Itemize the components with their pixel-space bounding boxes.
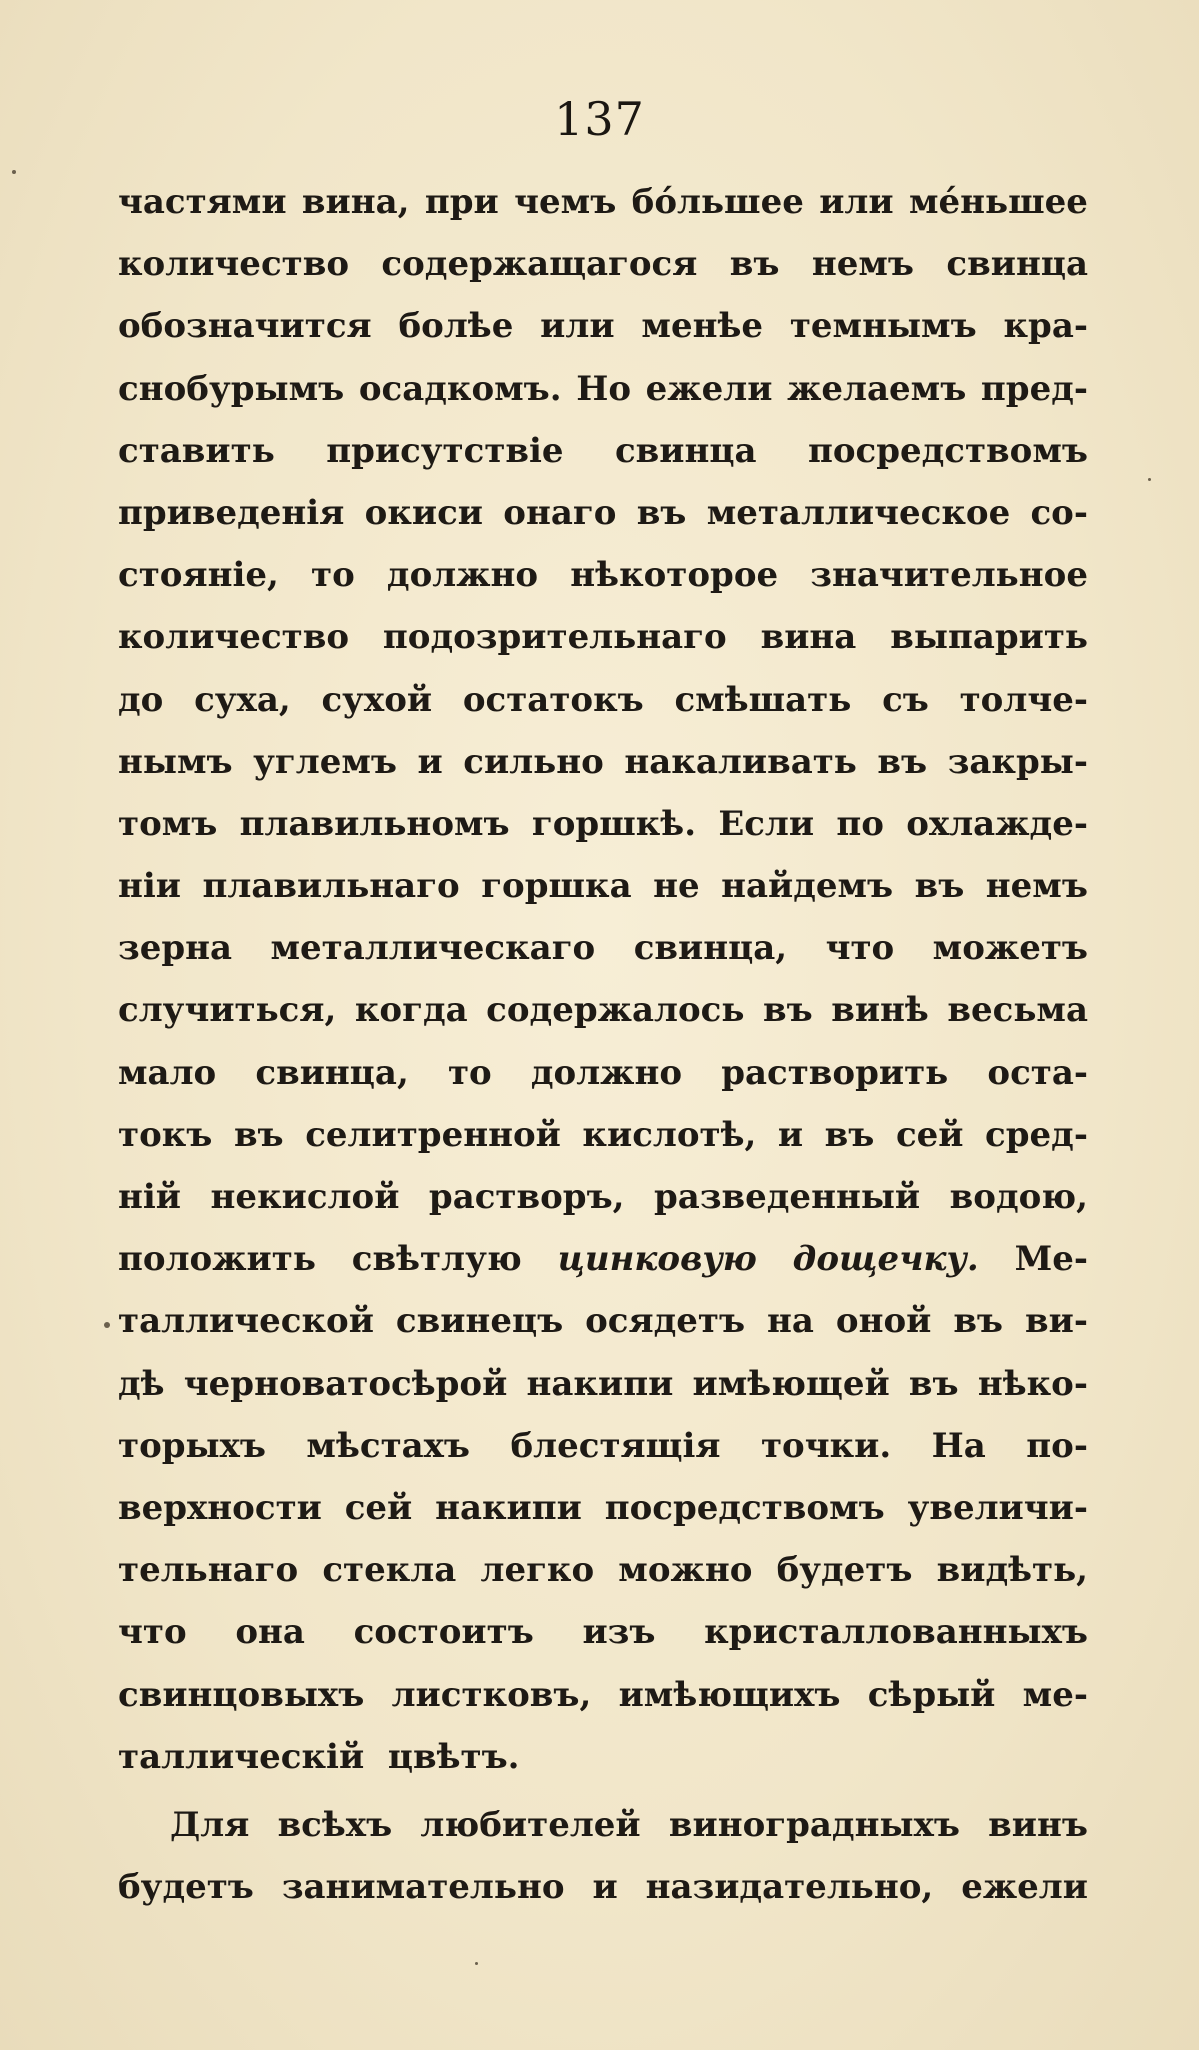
text-line [118, 1550, 1088, 1612]
word: весьма [947, 990, 1088, 1031]
word: горшкѣ. [531, 803, 697, 844]
word: торыхъ [118, 1425, 266, 1466]
word: можетъ [932, 928, 1088, 969]
word: содержалось [486, 990, 745, 1031]
word: будетъ [118, 1867, 254, 1908]
word: винѣ [831, 990, 929, 1031]
word: черноватосѣрой [183, 1363, 508, 1404]
word: чемъ [514, 182, 617, 222]
word: мало [118, 1052, 217, 1093]
word: имѣющихъ [618, 1674, 841, 1715]
word: суха, [194, 679, 291, 720]
word: при [424, 182, 499, 222]
word: желаемъ [787, 368, 967, 409]
word: содержащагося [381, 244, 698, 285]
text-line [118, 369, 1088, 431]
word: ніи [118, 866, 182, 907]
word: болѣе [398, 306, 514, 347]
text-line [118, 244, 1088, 306]
word: зерна [118, 928, 233, 969]
word: по [836, 803, 884, 844]
word: въ [729, 244, 780, 285]
word: то [311, 555, 355, 596]
word: цинковую [557, 1239, 757, 1280]
word: по- [1026, 1425, 1088, 1466]
word: вина [760, 617, 857, 658]
word: бо́льшее [631, 182, 804, 222]
body-text [118, 182, 1088, 1929]
word: горшка [481, 866, 632, 907]
word: цвѣтъ. [387, 1736, 520, 1777]
word: Для [170, 1804, 250, 1845]
text-line [118, 1239, 1088, 1301]
word: свинецъ [395, 1301, 564, 1342]
word: остатокъ [462, 679, 644, 720]
word: когда [354, 990, 468, 1031]
word: можно [618, 1550, 753, 1591]
word: толче- [959, 679, 1088, 720]
word: свинца [614, 430, 757, 471]
word: ній [118, 1177, 182, 1217]
word: ме́ньшее [909, 182, 1088, 222]
word: или [819, 182, 894, 222]
word: нымъ [118, 741, 233, 782]
word: что [118, 1612, 187, 1653]
word: приведенія [118, 492, 345, 533]
word: томъ [118, 803, 218, 844]
word: въ [636, 492, 687, 533]
page-number: 137 [554, 92, 645, 146]
word: съ [882, 679, 929, 720]
word: накипи [435, 1487, 582, 1528]
word: точки. [760, 1425, 892, 1466]
word: количество [118, 244, 350, 285]
word: сухой [321, 679, 433, 720]
text-line [118, 1488, 1088, 1550]
word: занимательно [281, 1867, 565, 1908]
word: селитренной [305, 1114, 561, 1155]
word: количество [118, 617, 350, 658]
word: оста- [987, 1052, 1088, 1093]
word: менѣе [641, 306, 764, 347]
word: посредствомъ [807, 430, 1088, 471]
word: мѣстахъ [306, 1425, 471, 1466]
paper-speck [475, 1962, 478, 1965]
word: случиться, [118, 990, 337, 1031]
word: въ [824, 1114, 875, 1155]
word: въ [908, 1363, 959, 1404]
word: таллическій [118, 1736, 365, 1777]
word: ежели [961, 1867, 1088, 1908]
word: любителей [420, 1804, 641, 1845]
text-line [118, 493, 1088, 555]
text-line [118, 1867, 1088, 1929]
paper-speck [1148, 478, 1151, 481]
word: немъ [985, 866, 1088, 907]
word: На [931, 1425, 986, 1466]
word: и [417, 741, 443, 782]
word: сред- [985, 1114, 1088, 1155]
word: оной [835, 1301, 932, 1342]
word: нѣкоторое [570, 555, 779, 596]
word: положить [118, 1239, 316, 1280]
word: вина, [301, 182, 410, 222]
word: плавильномъ [239, 803, 510, 844]
word: тельнаго [118, 1550, 299, 1591]
text-line [118, 1805, 1088, 1867]
text-line [118, 1675, 1088, 1737]
word: разведенный [654, 1177, 921, 1217]
word: свинца, [633, 928, 788, 969]
word: Но [576, 368, 632, 409]
text-line [118, 866, 1088, 928]
word: виноградныхъ [668, 1804, 960, 1845]
word: немъ [811, 244, 915, 285]
word: пред- [980, 368, 1088, 409]
word: ви- [1024, 1301, 1088, 1342]
word: свѣтлую [351, 1239, 522, 1280]
word: свинцовыхъ [118, 1674, 365, 1715]
word: увеличи- [907, 1487, 1088, 1528]
word: винъ [988, 1804, 1088, 1845]
word: и [592, 1867, 618, 1908]
word: видѣть, [936, 1550, 1088, 1591]
text-line [118, 1426, 1088, 1488]
word: окиси [364, 492, 484, 533]
text-line [118, 1301, 1088, 1363]
word: накаливать [624, 741, 857, 782]
word: темнымъ [789, 306, 977, 347]
word: значительное [810, 555, 1088, 596]
word: дощечку. [792, 1239, 979, 1280]
word: блестящія [510, 1425, 721, 1466]
word: въ [762, 990, 813, 1031]
word: листковъ, [391, 1674, 592, 1715]
text-line [118, 431, 1088, 493]
text-line [118, 1364, 1088, 1426]
text-line [118, 1115, 1088, 1177]
word: будетъ [776, 1550, 913, 1591]
word: дѣ [118, 1363, 165, 1404]
text-line [118, 555, 1088, 617]
text-line [118, 804, 1088, 866]
word: сей [895, 1114, 964, 1155]
word: до [118, 679, 164, 720]
word: имѣющей [692, 1363, 890, 1404]
word: охлажде- [906, 803, 1088, 844]
word: верхности [118, 1487, 322, 1528]
word: кра- [1003, 306, 1088, 347]
word: должно [386, 555, 539, 596]
word-space [364, 1737, 388, 1777]
word: назидательно, [645, 1867, 934, 1908]
text-line [118, 680, 1088, 742]
word: смѣшать [674, 679, 852, 720]
word: металлическаго [270, 928, 596, 969]
word: посредствомъ [604, 1487, 885, 1528]
word: что [825, 928, 895, 969]
word: снобурымъ [118, 368, 345, 409]
text-line [118, 928, 1088, 990]
word: найдемъ [721, 866, 894, 907]
word: некислой [210, 1177, 400, 1217]
word: присутствіе [326, 430, 564, 471]
word: сей [344, 1487, 413, 1528]
word: осадкомъ. [358, 368, 562, 409]
word: въ [877, 741, 928, 782]
word: состоитъ [353, 1612, 534, 1653]
word: выпарить [890, 617, 1088, 658]
word: накипи [526, 1363, 674, 1404]
word: сильно [463, 741, 604, 782]
word: осядетъ [585, 1301, 746, 1342]
word: въ [233, 1114, 284, 1155]
word: ставить [118, 430, 275, 471]
word: изъ [582, 1612, 656, 1653]
word: углемъ [253, 741, 397, 782]
word: водою, [949, 1177, 1088, 1217]
word: свинца, [255, 1052, 409, 1093]
word: легко [480, 1550, 595, 1591]
word: растворъ, [428, 1177, 625, 1217]
text-line [118, 182, 1088, 244]
word: онаго [503, 492, 617, 533]
word: то [447, 1052, 492, 1093]
word: она [235, 1612, 305, 1653]
text-line [118, 1612, 1088, 1674]
text-line [118, 990, 1088, 1052]
word: токъ [118, 1114, 213, 1155]
word: нѣко- [977, 1363, 1088, 1404]
paper-speck [104, 1322, 110, 1328]
word: частями [118, 182, 287, 222]
paper-speck [12, 170, 16, 174]
word: стекла [322, 1550, 457, 1591]
word: стояніе, [118, 555, 279, 596]
word: кислотѣ, [582, 1114, 757, 1155]
word: металлическое [706, 492, 1011, 533]
text-line [118, 1737, 1088, 1799]
word: сѣрый [867, 1674, 996, 1715]
word: обозначится [118, 306, 372, 347]
text-line [118, 1177, 1088, 1239]
word: таллической [118, 1301, 374, 1342]
word: въ [914, 866, 965, 907]
word: на [767, 1301, 814, 1342]
word: Ме- [1014, 1239, 1088, 1280]
word: всѣхъ [277, 1804, 393, 1845]
text-line [118, 1053, 1088, 1115]
word: или [540, 306, 615, 347]
word: закры- [947, 741, 1088, 782]
word: не [653, 866, 700, 907]
text-line [118, 617, 1088, 679]
word: плавильнаго [202, 866, 460, 907]
word: со- [1030, 492, 1088, 533]
text-line [118, 742, 1088, 804]
text-line [118, 306, 1088, 368]
word: растворить [721, 1052, 949, 1093]
word: свинца [946, 244, 1088, 285]
word: ме- [1022, 1674, 1088, 1715]
word: Если [718, 803, 815, 844]
word: подозрительнаго [382, 617, 727, 658]
word: кристаллованныхъ [704, 1612, 1088, 1653]
word: должно [530, 1052, 683, 1093]
word: въ [953, 1301, 1004, 1342]
word: ежели [645, 368, 773, 409]
word: и [777, 1114, 804, 1155]
